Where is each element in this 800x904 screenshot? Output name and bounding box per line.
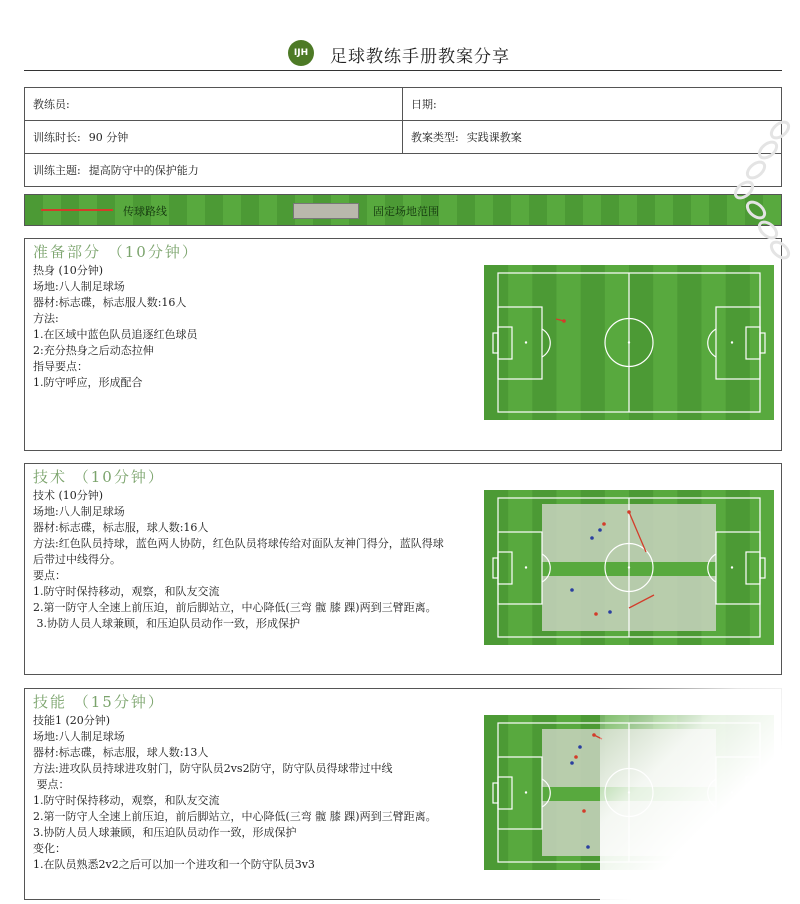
section-skills (24, 688, 782, 900)
grass-stripe (677, 265, 702, 420)
theme-cell (25, 154, 782, 187)
duration-cell (25, 121, 403, 154)
text-line: 要点： (33, 569, 66, 582)
blue-player (570, 761, 574, 765)
text-line: 技术 (10分钟) (33, 489, 104, 502)
text-line: 要点： (33, 778, 70, 791)
grass-stripe (484, 490, 509, 645)
grass-stripe (726, 715, 751, 870)
legend-pass-route: 传球路线 (123, 205, 167, 218)
coach-label: 教练员: (33, 98, 70, 111)
legend-bar (24, 194, 782, 226)
text-line: 场地:八人制足球场 (33, 280, 125, 293)
penalty-spot (525, 341, 527, 343)
pitch-diagram-1 (484, 265, 774, 420)
blue-player (598, 528, 602, 532)
text-line: 方法: (33, 312, 59, 325)
pitch-svg (484, 265, 774, 420)
blue-player (570, 588, 574, 592)
grass-stripe (581, 265, 606, 420)
red-player (582, 809, 586, 813)
pitch-svg (484, 715, 774, 870)
text-line: 2.第一防守人全速上前压迫，前后脚站立，中心降低(三弯 髋 膝 踝)两到三臂距离。 (33, 810, 437, 823)
penalty-spot (525, 566, 527, 568)
section-title: 技能 （15分钟） (33, 693, 165, 711)
text-line: 1.在队员熟悉2v2之后可以加一个进攻和一个防守队员3v3 (33, 858, 315, 871)
grass-stripe (726, 490, 751, 645)
pitch-diagram-2 (484, 490, 774, 645)
text-line: 3.协防人员人球兼顾，和压迫队员动作一致，形成保护 (33, 826, 297, 839)
grass-stripe (750, 265, 774, 420)
grass-stripe (653, 265, 678, 420)
blue-player (578, 745, 582, 749)
theme-label: 训练主题: (33, 164, 81, 177)
grass-stripe (484, 265, 509, 420)
duration-label: 训练时长: (33, 131, 81, 144)
penalty-spot (731, 566, 733, 568)
duration-value: 90 分钟 (88, 131, 129, 144)
grass-stripe (605, 265, 630, 420)
info-table (24, 87, 782, 187)
text-line: 技能1 (20分钟) (33, 714, 111, 727)
text-line: 热身 (10分钟) (33, 264, 104, 277)
legend-fixed-area: 固定场地范围 (373, 205, 439, 218)
section-text (33, 488, 444, 632)
pass-route-swatch (41, 209, 113, 211)
type-label: 教案类型: (411, 131, 459, 144)
text-line: 指导要点： (33, 360, 88, 373)
red-player (602, 522, 606, 526)
type-value: 实践课教案 (466, 131, 522, 144)
logo: IJH (288, 40, 314, 66)
theme-value: 提高防守中的保护能力 (88, 164, 199, 177)
penalty-spot (525, 791, 527, 793)
grass-stripe (557, 265, 582, 420)
text-line: 3.协防人员人球兼顾，和压迫队员动作一致，形成保护 (33, 617, 300, 630)
section-text (33, 263, 198, 391)
fixed-area-swatch (293, 203, 359, 219)
center-spot (628, 341, 630, 343)
red-player (592, 733, 596, 737)
center-spot (628, 566, 630, 568)
grass-stripe (629, 265, 654, 420)
coach-cell (25, 88, 403, 121)
section-title: 准备部分 （10分钟） (33, 243, 199, 261)
text-line: 变化： (33, 842, 66, 855)
chain-watermark-icon (720, 110, 800, 270)
blue-player (586, 845, 590, 849)
text-line: 器材:标志碟，标志服，球人数:13人 (33, 746, 209, 759)
text-line: 场地:八人制足球场 (33, 730, 125, 743)
section-title: 技术 （10分钟） (33, 468, 165, 486)
red-player (627, 510, 631, 514)
text-line: 后带过中线得分。 (33, 553, 121, 566)
blue-player (608, 610, 612, 614)
text-line: 方法:进攻队员持球进攻射门，防守队员2vs2防守，防守队员得球带过中线 (33, 762, 393, 775)
text-line: 1.防守时保持移动，观察，和队友交流 (33, 585, 220, 598)
text-line: 器材:标志碟，标志服人数:16人 (33, 296, 187, 309)
penalty-spot (731, 791, 733, 793)
blue-player (590, 536, 594, 540)
red-player (574, 755, 578, 759)
penalty-spot (731, 341, 733, 343)
section-text (33, 713, 437, 873)
grass-stripe (750, 490, 774, 645)
text-line: 1.防守时保持移动，观察，和队友交流 (33, 794, 220, 807)
red-player (562, 319, 566, 323)
text-line: 器材:标志碟，标志服，球人数:16人 (33, 521, 209, 534)
grass-stripe (726, 265, 751, 420)
grass-stripe (702, 265, 727, 420)
section-warmup (24, 238, 782, 451)
grass-stripe (484, 715, 509, 870)
section-technique (24, 463, 782, 675)
date-label: 日期: (411, 98, 437, 111)
red-player (594, 612, 598, 616)
grass-stripe (750, 715, 774, 870)
text-line: 2.第一防守人全速上前压迫，前后脚站立，中心降低(三弯 髋 膝 踝)两到三臂距离。 (33, 601, 437, 614)
grass-stripe (532, 265, 557, 420)
text-line: 1.防守呼应，形成配合 (33, 376, 143, 389)
pitch-diagram-3 (484, 715, 774, 870)
text-line: 1.在区域中蓝色队员追逐红色球员 (33, 328, 198, 341)
center-spot (628, 791, 630, 793)
page-header (24, 36, 782, 71)
text-line: 场地:八人制足球场 (33, 505, 125, 518)
text-line: 2:充分热身之后动态拉伸 (33, 344, 154, 357)
page-title: 足球教练手册教案分享 (330, 47, 510, 67)
pitch-svg (484, 490, 774, 645)
text-line: 方法:红色队员持球，蓝色两人协防，红色队员将球传给对面队友神门得分，蓝队得球 (33, 537, 444, 550)
